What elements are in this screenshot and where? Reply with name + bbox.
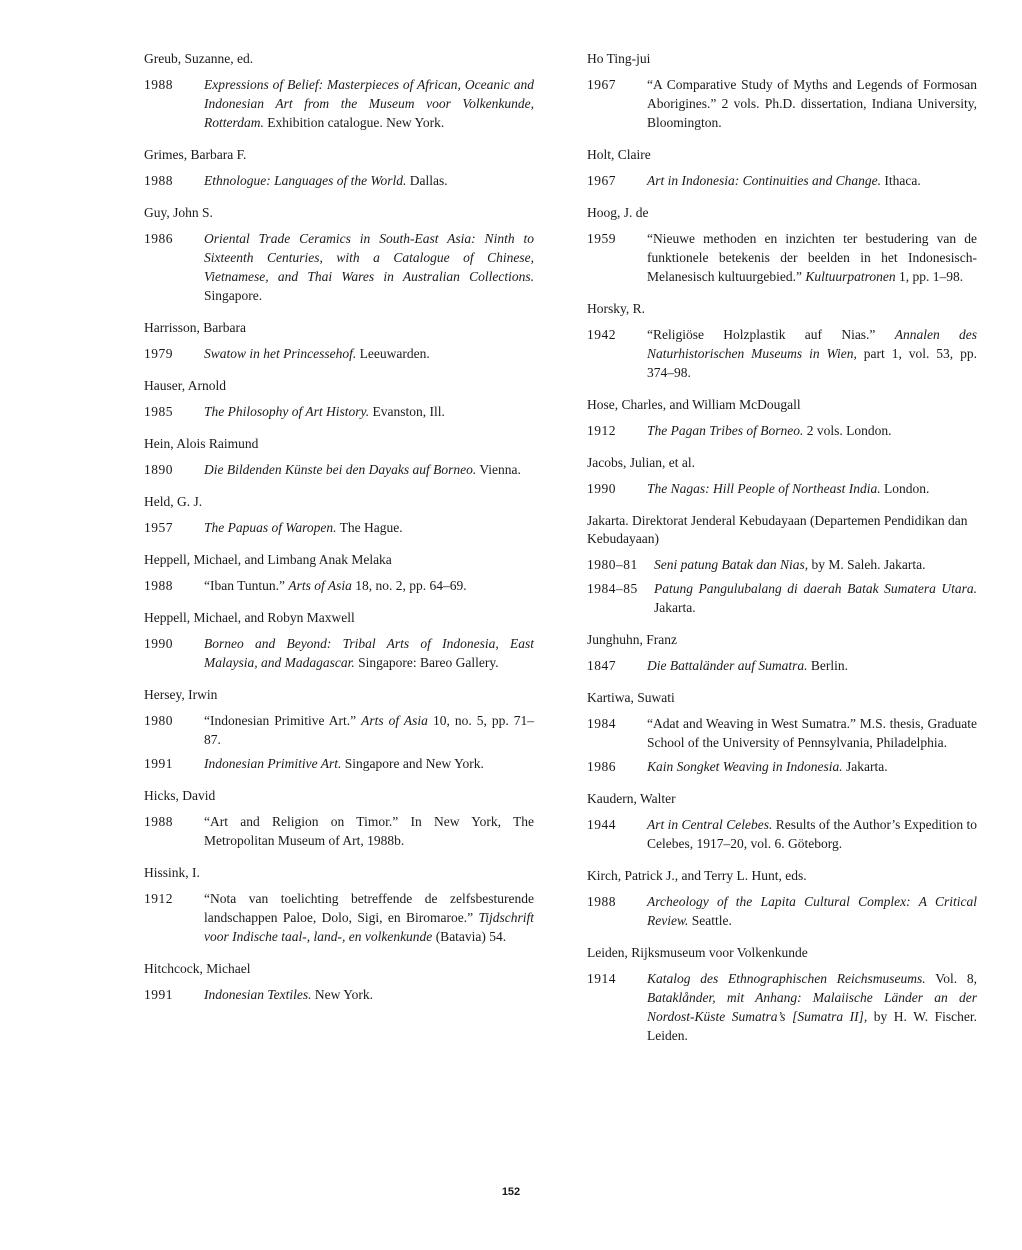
reference-title: Die Battaländer auf Sumatra. <box>647 658 808 673</box>
reference-year: 1991 <box>144 756 173 771</box>
entry-reference <box>587 892 977 930</box>
entry-reference <box>587 757 977 776</box>
entry-reference <box>144 889 534 946</box>
reference-detail: Berlin. <box>807 658 848 673</box>
reference-year: 1990 <box>587 481 616 496</box>
bibliography-entry <box>587 146 977 190</box>
reference-text <box>647 969 977 1045</box>
reference-title: Archeology of the Lapita Cultural Complex: A Critical Review. <box>647 894 977 928</box>
entry-reference <box>144 229 534 305</box>
reference-year: 1967 <box>587 77 616 92</box>
bibliography-entry <box>587 204 977 286</box>
reference-year: 1914 <box>587 971 616 986</box>
reference-text <box>204 634 534 672</box>
reference-year: 1957 <box>144 520 173 535</box>
bibliography-entry <box>587 867 977 930</box>
reference-year: 1986 <box>587 759 616 774</box>
reference-text <box>654 579 977 617</box>
reference-title: Seni patung Batak dan Nias, <box>654 557 809 572</box>
reference-text <box>647 325 977 382</box>
reference-year: 1980 <box>144 713 173 728</box>
reference-text <box>204 576 534 595</box>
entry-reference <box>587 229 977 286</box>
reference-year: 1959 <box>587 231 616 246</box>
reference-detail: “Nieuwe methoden en inzichten ter bestudering van de funktionele betekenis der beelden in het Indonesisch-Melanesisch kultuurgebied.” <box>647 231 977 284</box>
bibliography-entry <box>144 319 534 363</box>
entry-author: Hitchcock, Michael <box>144 961 251 976</box>
bibliography-entry <box>587 512 977 617</box>
reference-title: The Nagas: Hill People of Northeast India. <box>647 481 881 496</box>
reference-text <box>647 479 977 498</box>
bibliography-entry <box>144 960 534 1004</box>
reference-text <box>647 714 977 752</box>
right-column <box>587 50 977 1059</box>
reference-year: 1988 <box>144 814 173 829</box>
reference-title: Borneo and Beyond: Tribal Arts of Indonesia, East Malaysia, and Madagascar. <box>204 636 534 670</box>
entry-reference <box>144 75 534 132</box>
reference-detail: Results of the Author’s Expedition to Celebes, 1917–20, vol. 6. Göteborg. <box>647 817 977 851</box>
entry-reference <box>144 344 534 363</box>
reference-year: 1912 <box>144 891 173 906</box>
reference-title: Patung Pangulubalang di daerah Batak Sumatera Utara. <box>654 581 977 596</box>
entry-author: Grimes, Barbara F. <box>144 147 247 162</box>
entry-reference <box>144 711 534 749</box>
entry-reference <box>144 518 534 537</box>
entry-author: Hauser, Arnold <box>144 378 226 393</box>
reference-detail: Singapore. <box>204 288 263 303</box>
reference-text <box>204 889 534 946</box>
entry-reference <box>587 479 977 498</box>
reference-text <box>654 555 977 574</box>
reference-detail: Jakarta. <box>654 600 696 615</box>
entry-author: Hoog, J. de <box>587 205 649 220</box>
entry-author: Jakarta. Direktorat Jenderal Kebudayaan (Departemen Pendidikan dan Kebudayaan) <box>587 513 968 546</box>
reference-detail: “Religiöse Holzplastik auf Nias.” <box>647 327 895 342</box>
bibliography-entry <box>587 396 977 440</box>
bibliography-entry <box>144 864 534 946</box>
reference-detail: 2 vols. London. <box>803 423 892 438</box>
reference-title: Bataklånder, mit Anhang: Malaiische Länder an der Nordost-Küste Sumatra’s [Sumatra II], <box>647 990 977 1024</box>
left-column <box>144 50 534 1018</box>
bibliography-entry <box>144 435 534 479</box>
reference-title: Arts of Asia <box>361 713 428 728</box>
entry-author: Heppell, Michael, and Limbang Anak Melaka <box>144 552 392 567</box>
reference-title: Indonesian Textiles. <box>204 987 312 1002</box>
reference-title: The Papuas of Waropen. <box>204 520 337 535</box>
bibliography-entry <box>587 300 977 382</box>
reference-title: Tijdschrift voor Indische taal-, land-, en volkenkunde <box>204 910 534 944</box>
entry-author: Hersey, Irwin <box>144 687 218 702</box>
bibliography-entry <box>144 50 534 132</box>
reference-text <box>204 171 534 190</box>
reference-year: 1988 <box>144 173 173 188</box>
reference-title: Art in Indonesia: Continuities and Change. <box>647 173 881 188</box>
bibliography-entry <box>144 551 534 595</box>
reference-year: 1984–85 <box>587 581 638 596</box>
reference-detail: Leeuwarden. <box>356 346 430 361</box>
reference-detail: Singapore: Bareo Gallery. <box>354 655 499 670</box>
reference-text <box>647 229 977 286</box>
bibliography-entry <box>587 790 977 853</box>
reference-text <box>647 75 977 132</box>
entry-author: Hose, Charles, and William McDougall <box>587 397 801 412</box>
reference-title: Die Bildenden Künste bei den Dayaks auf Borneo. <box>204 462 477 477</box>
entry-author: Holt, Claire <box>587 147 651 162</box>
reference-text <box>204 229 534 305</box>
bibliography-entry <box>144 493 534 537</box>
reference-detail: London. <box>880 481 930 496</box>
reference-text <box>204 711 534 749</box>
reference-title: Art in Central Celebes. <box>647 817 773 832</box>
bibliography-entry <box>587 944 977 1045</box>
reference-year: 1942 <box>587 327 616 342</box>
bibliography-entry <box>587 631 977 675</box>
reference-text <box>204 402 534 421</box>
entry-author: Held, G. J. <box>144 494 203 509</box>
entry-author: Guy, John S. <box>144 205 213 220</box>
entry-reference <box>587 815 977 853</box>
reference-detail: New York. <box>311 987 374 1002</box>
reference-detail: The Hague. <box>336 520 403 535</box>
reference-text <box>204 460 534 479</box>
reference-detail: “Adat and Weaving in West Sumatra.” M.S. thesis, Graduate School of the University of Pennsylvania, Philadelphia. <box>647 716 977 750</box>
bibliography-entry <box>144 686 534 773</box>
entry-author: Horsky, R. <box>587 301 646 316</box>
entry-author: Hicks, David <box>144 788 216 803</box>
reference-year: 1967 <box>587 173 616 188</box>
entry-reference <box>144 634 534 672</box>
reference-detail: “Indonesian Primitive Art.” <box>204 713 362 728</box>
entry-author: Ho Ting-jui <box>587 51 651 66</box>
reference-title: Ethnologue: Languages of the World. <box>204 173 407 188</box>
reference-year: 1980–81 <box>587 557 638 572</box>
reference-detail: Vol. 8, <box>925 971 977 986</box>
reference-year: 1979 <box>144 346 173 361</box>
entry-reference <box>144 402 534 421</box>
reference-title: The Pagan Tribes of Borneo. <box>647 423 804 438</box>
reference-detail: Exhibition catalogue. New York. <box>263 115 445 130</box>
bibliography-entry <box>587 689 977 776</box>
entry-reference <box>587 325 977 382</box>
reference-year: 1990 <box>144 636 173 651</box>
reference-detail: Evanston, Ill. <box>369 404 445 419</box>
page-number: 152 <box>501 1186 521 1198</box>
reference-year: 1988 <box>144 77 173 92</box>
reference-year: 1988 <box>587 894 616 909</box>
reference-title: Kultuurpatronen <box>805 269 896 284</box>
entry-author: Kirch, Patrick J., and Terry L. Hunt, eds. <box>587 868 807 883</box>
bibliography-entry <box>144 377 534 421</box>
entry-author: Greub, Suzanne, ed. <box>144 51 254 66</box>
entry-author: Junghuhn, Franz <box>587 632 677 647</box>
entry-author: Hein, Alois Raimund <box>144 436 259 451</box>
entry-reference <box>587 656 977 675</box>
reference-text <box>647 757 977 776</box>
reference-text <box>204 812 534 850</box>
reference-text <box>647 815 977 853</box>
reference-detail: “A Comparative Study of Myths and Legends of Formosan Aborigines.” 2 vols. Ph.D. dissertation, Indiana University, Bloomington. <box>647 77 977 130</box>
reference-year: 1944 <box>587 817 616 832</box>
reference-detail: Jakarta. <box>842 759 888 774</box>
reference-detail: 18, no. 2, pp. 64–69. <box>351 578 467 593</box>
reference-text <box>204 754 534 773</box>
reference-text <box>647 421 977 440</box>
entry-reference <box>144 754 534 773</box>
reference-detail: Singapore and New York. <box>341 756 484 771</box>
reference-detail: “Iban Tuntun.” <box>204 578 289 593</box>
reference-title: Indonesian Primitive Art. <box>204 756 342 771</box>
reference-year: 1984 <box>587 716 616 731</box>
entry-reference <box>587 714 977 752</box>
reference-detail: part 1, vol. 53, pp. 374–98. <box>647 346 977 380</box>
bibliography-entry <box>587 454 977 498</box>
reference-text <box>204 518 534 537</box>
reference-title: Arts of Asia <box>288 578 352 593</box>
entry-reference <box>587 171 977 190</box>
bibliography-entry <box>144 609 534 672</box>
reference-title: Katalog des Ethnographischen Reichsmuseums. <box>647 971 926 986</box>
entry-author: Hissink, I. <box>144 865 200 880</box>
reference-title: Oriental Trade Ceramics in South-East Asia: Ninth to Sixteenth Centuries, with a Catalogue of Chinese, Vietnamese, and Thai Wares in Australian Collections. <box>204 231 534 284</box>
entry-reference <box>144 171 534 190</box>
reference-year: 1991 <box>144 987 173 1002</box>
entry-reference <box>144 985 534 1004</box>
reference-title: Kain Songket Weaving in Indonesia. <box>647 759 843 774</box>
entry-author: Jacobs, Julian, et al. <box>587 455 695 470</box>
reference-year: 1890 <box>144 462 173 477</box>
reference-year: 1912 <box>587 423 616 438</box>
reference-detail: Vienna. <box>476 462 521 477</box>
reference-detail: “Nota van toelichting betreffende de zelfsbesturende landschappen Paloe, Dolo, Sigi, en Biromaroe.” <box>204 891 534 925</box>
reference-text <box>647 171 977 190</box>
entry-author: Harrisson, Barbara <box>144 320 246 335</box>
reference-text <box>204 985 534 1004</box>
reference-year: 1986 <box>144 231 173 246</box>
reference-detail: Dallas. <box>406 173 448 188</box>
entry-reference <box>587 969 977 1045</box>
entry-reference <box>587 555 977 574</box>
reference-title: Swatow in het Princessehof. <box>204 346 357 361</box>
reference-detail: by H. W. Fischer. Leiden. <box>647 1009 977 1043</box>
bibliography-entry <box>144 204 534 305</box>
reference-year: 1988 <box>144 578 173 593</box>
entry-reference <box>144 576 534 595</box>
reference-detail: (Batavia) 54. <box>432 929 507 944</box>
reference-text <box>647 892 977 930</box>
entry-reference <box>587 421 977 440</box>
bibliography-entry <box>587 50 977 132</box>
entry-reference <box>587 579 977 617</box>
reference-text <box>647 656 977 675</box>
entry-author: Kaudern, Walter <box>587 791 676 806</box>
bibliography-entry <box>144 787 534 850</box>
reference-detail: Ithaca. <box>881 173 921 188</box>
reference-detail: 1, pp. 1–98. <box>895 269 964 284</box>
reference-detail: “Art and Religion on Timor.” In New York, The Metropolitan Museum of Art, 1988b. <box>204 814 534 848</box>
entry-reference <box>144 460 534 479</box>
reference-detail: by M. Saleh. Jakarta. <box>808 557 926 572</box>
reference-detail: Seattle. <box>688 913 732 928</box>
entry-author: Heppell, Michael, and Robyn Maxwell <box>144 610 355 625</box>
entry-author: Kartiwa, Suwati <box>587 690 675 705</box>
reference-title: Expressions of Belief: Masterpieces of African, Oceanic and Indonesian Art from the Museum voor Volkenkunde, Rotterdam. <box>204 77 534 130</box>
reference-year: 1847 <box>587 658 616 673</box>
reference-title: Annalen des Naturhistorischen Museums in Wien, <box>647 327 977 361</box>
reference-text <box>204 344 534 363</box>
reference-title: The Philosophy of Art History. <box>204 404 370 419</box>
reference-detail: 10, no. 5, pp. 71–87. <box>204 713 535 747</box>
entry-reference <box>144 812 534 850</box>
entry-author: Leiden, Rijksmuseum voor Volkenkunde <box>587 945 808 960</box>
reference-year: 1985 <box>144 404 173 419</box>
reference-text <box>204 75 534 132</box>
bibliography-entry <box>144 146 534 190</box>
entry-reference <box>587 75 977 132</box>
